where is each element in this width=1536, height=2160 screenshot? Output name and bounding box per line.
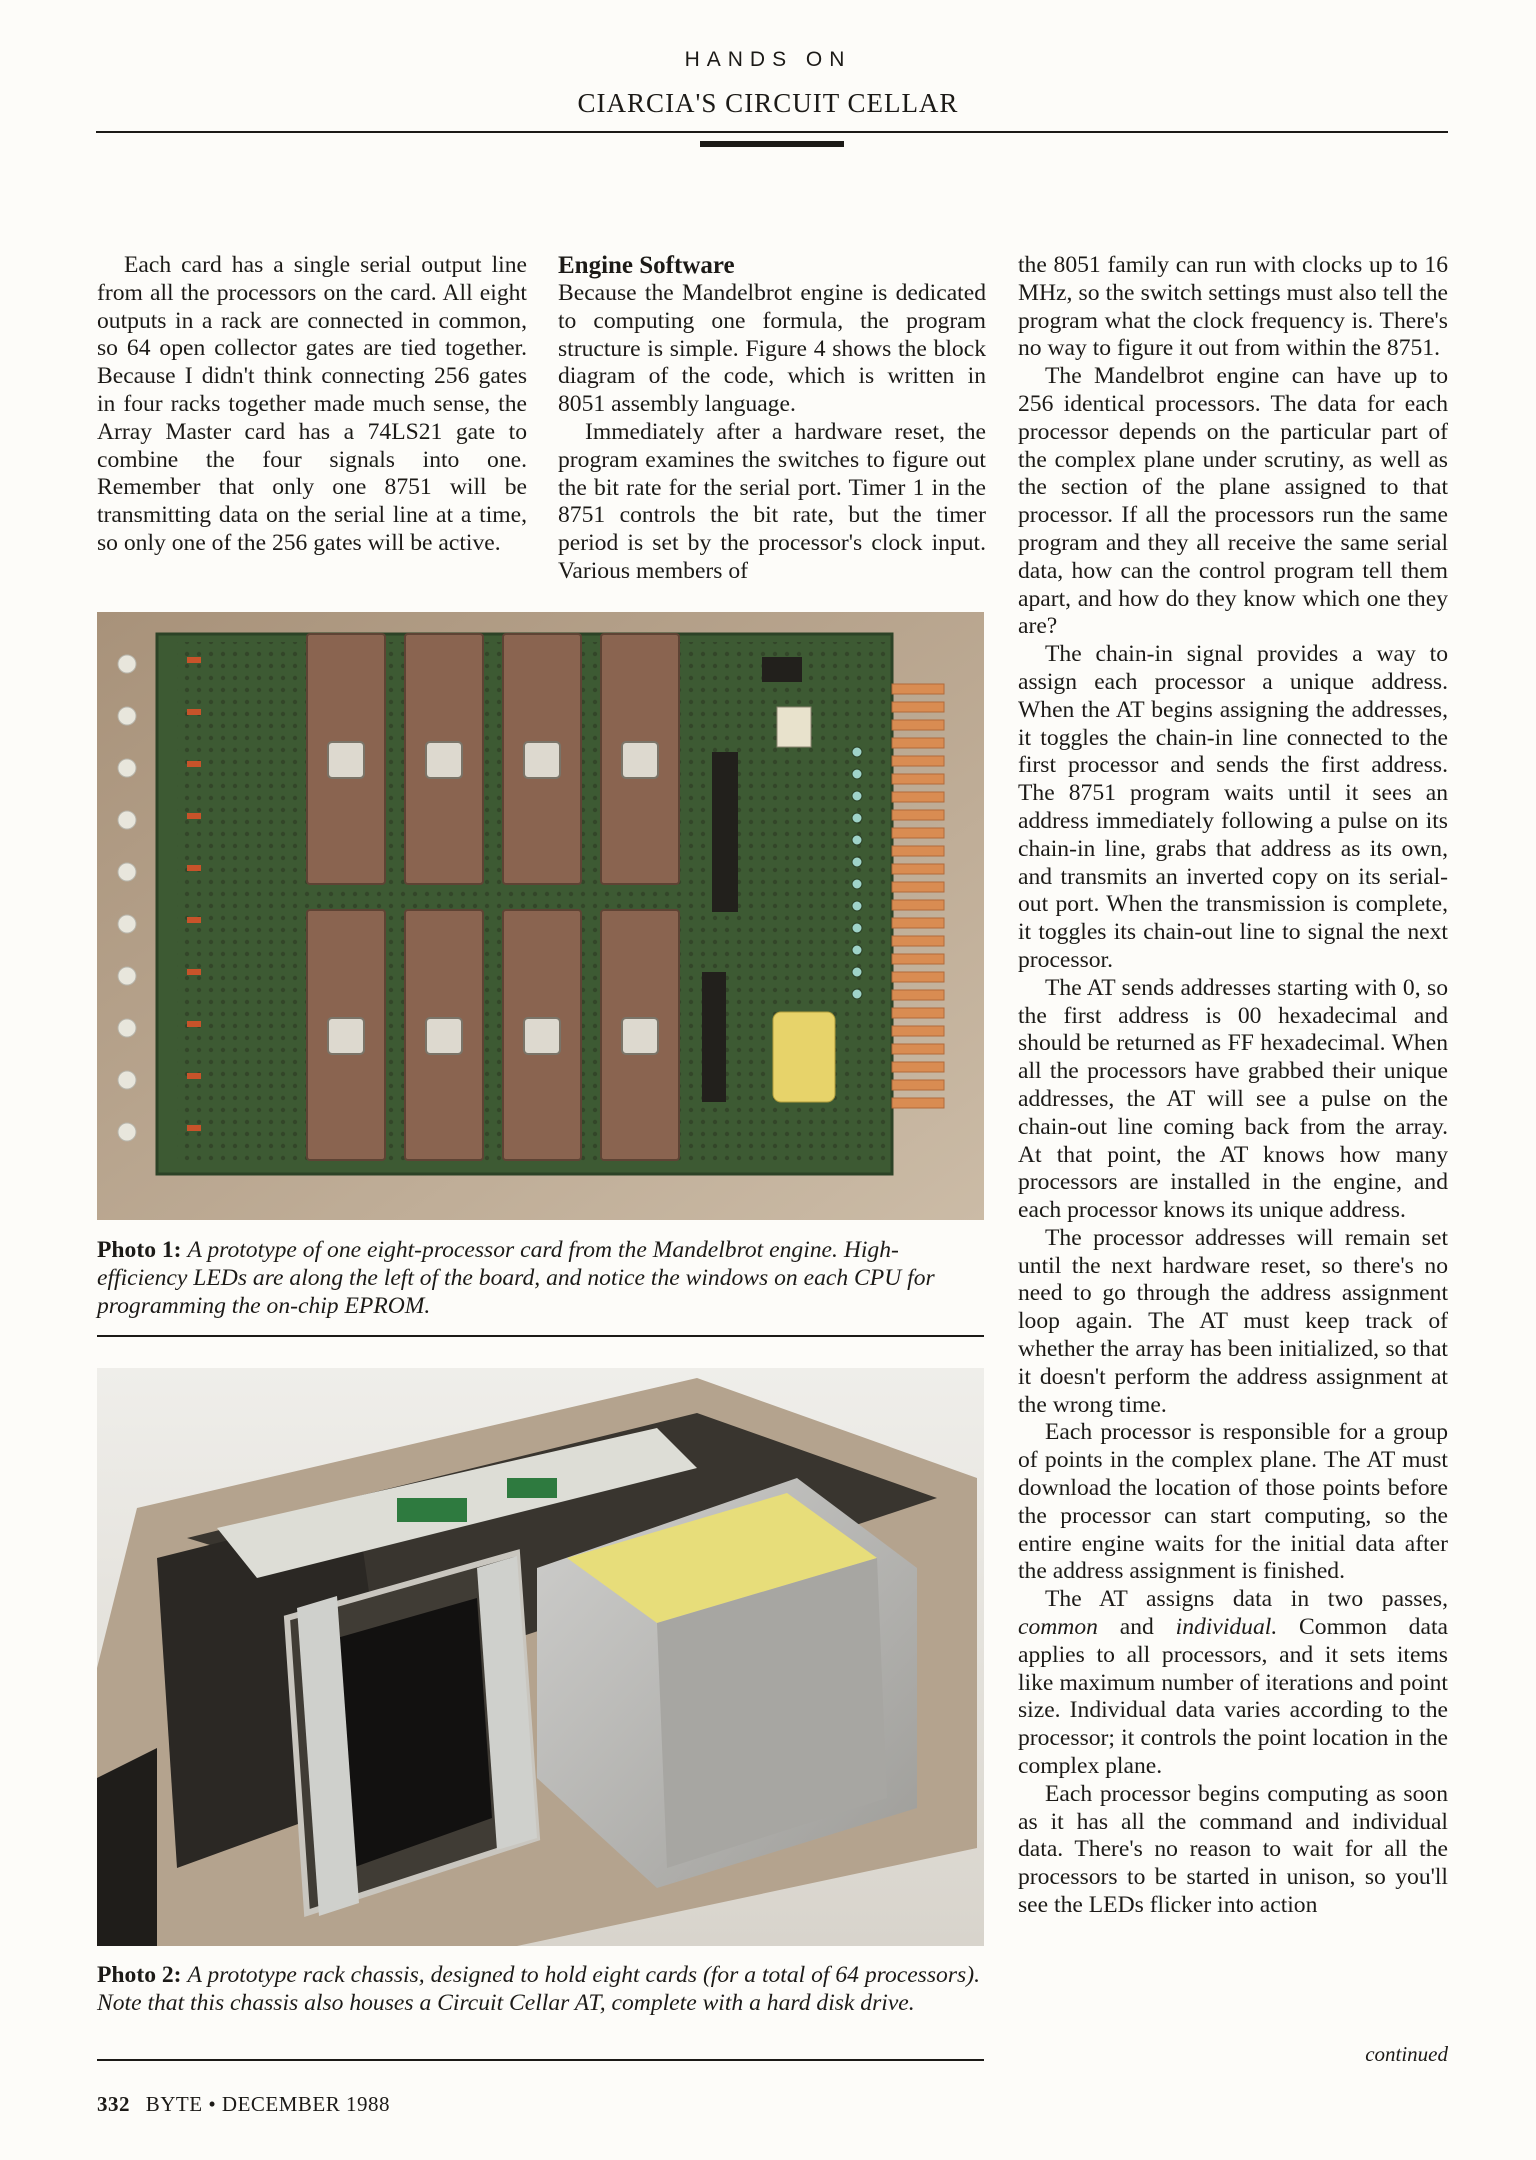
caption-rule [97,2059,984,2061]
page-number: 332 [97,2092,130,2116]
paragraph: the 8051 family can run with clocks up to 16 MHz, so the switch settings must also tell the program what the clock frequency is. There's no way to figure it out from within the 8751. [1018,252,1448,362]
photo-circuit-board [97,612,984,1220]
photo-rack-chassis [97,1368,984,1946]
section-heading: Engine Software [558,252,735,279]
paragraph: The chain-in signal provides a way to assign each processor a unique address. When the AT begins assigning the addresses, it toggles the chain-in line connected to the first processor and sends the first address. The 8751 program waits until it sees an address immediately following a pulse on its chain-in line, grabs that address as its own, and transmits an inverted copy on its serial-out port. When the transmission is complete, it toggles its chain-out line to signal the next processor. [1018,641,1448,973]
caption-label: Photo 1: [97,1237,182,1263]
paragraph: Each processor is responsible for a group of points in the complex plane. The AT must download the location of those points before the processor can start computing, so the entire engine waits for the initial data after the address assignment is finished. [1018,1419,1448,1585]
rack-chassis-illustration [97,1368,984,1946]
paragraph: Each processor begins computing as soon as it has all the command and individual data. There's no reason to wait for all the processors to be started in unison, so you'll see the LEDs flicker into action [1018,1780,1448,1919]
text-run: The AT assigns data in two passes, [1045,1586,1448,1613]
paragraph: Because the Mandelbrot engine is dedicated to computing one formula, the program structure is simple. Figure 4 shows the block diagram of the code, which is written in 8051 assembly language. [558,280,986,418]
caption-label: Photo 2: [97,1962,182,1988]
paragraph: Each card has a single serial output line from all the processors on the card. All eight outputs in a rack are connected in common, so 64 open collector gates are tied together. Because I didn't think connecting 256 gates in four racks together made much sense, the Array Master card has a 74LS21 gate to combine the four signals into one. Remember that only one 8751 will be transmitting data on the serial line at a time, so only one of the 256 gates will be active. [97,252,527,556]
column-3 [1018,252,1448,1920]
text-run: Common data applies to all processors, and it sets items like maximum number of iterations and point size. Individual data varies according to the processor; it controls the point location in the complex plane. [1018,1614,1448,1780]
circuit-board-illustration [97,612,984,1220]
paragraph: The AT sends addresses starting with 0, so the first address is 00 hexadecimal and should be returned as FF hexadecimal. When all the processors have grabbed their unique addresses, the AT will see a pulse on the chain-out line coming back from the array. At that point, the AT knows how many processors are installed in the engine, and each processor knows its unique address. [1018,974,1448,1224]
caption-text: A prototype of one eight-processor card from the Mandelbrot engine. High-efficiency LEDs are along the left of the board, and notice the windows on each CPU for programming the on-chip EPROM. [97,1237,935,1319]
header-rule [96,131,1448,133]
page-footer [97,2092,390,2117]
photo-2-caption [97,1961,984,2017]
header-accent-bar [700,141,844,147]
column-title: CIARCIA'S CIRCUIT CELLAR [577,88,959,118]
emphasis: individual. [1175,1614,1278,1641]
paragraph [1018,1586,1448,1781]
emphasis: common [1018,1614,1098,1641]
paragraph: Immediately after a hardware reset, the program examines the switches to figure out the bit rate for the serial port. Timer 1 in the 8751 controls the bit rate, but the timer period is set by the processor's clock input. Various members of [558,418,986,584]
caption-rule [97,1335,984,1337]
magazine-issue: BYTE • DECEMBER 1988 [145,2092,391,2116]
column-2 [558,252,986,586]
photo-1-caption [97,1236,984,1320]
continued-note: continued [1365,2042,1448,2066]
caption-text: A prototype rack chassis, designed to hold eight cards (for a total of 64 processors). Note that this chassis also houses a Circuit Cellar AT, complete with a hard disk drive. [97,1962,980,2016]
section-kicker: HANDS ON [684,48,852,71]
column-1 [97,252,527,558]
text-run: and [1119,1614,1154,1641]
paragraph: The processor addresses will remain set until the next hardware reset, so there's no need to go through the address assignment loop again. The AT must keep track of whether the array has been initialized, so that it doesn't perform the address assignment at the wrong time. [1018,1224,1448,1418]
paragraph: The Mandelbrot engine can have up to 256 identical processors. The data for each processor depends on the particular part of the complex plane under scrutiny, as well as the section of the plane assigned to that processor. If all the processors run the same program and they all receive the same serial data, how can the control program tell them apart, and how do they know which one they are? [1018,363,1448,640]
